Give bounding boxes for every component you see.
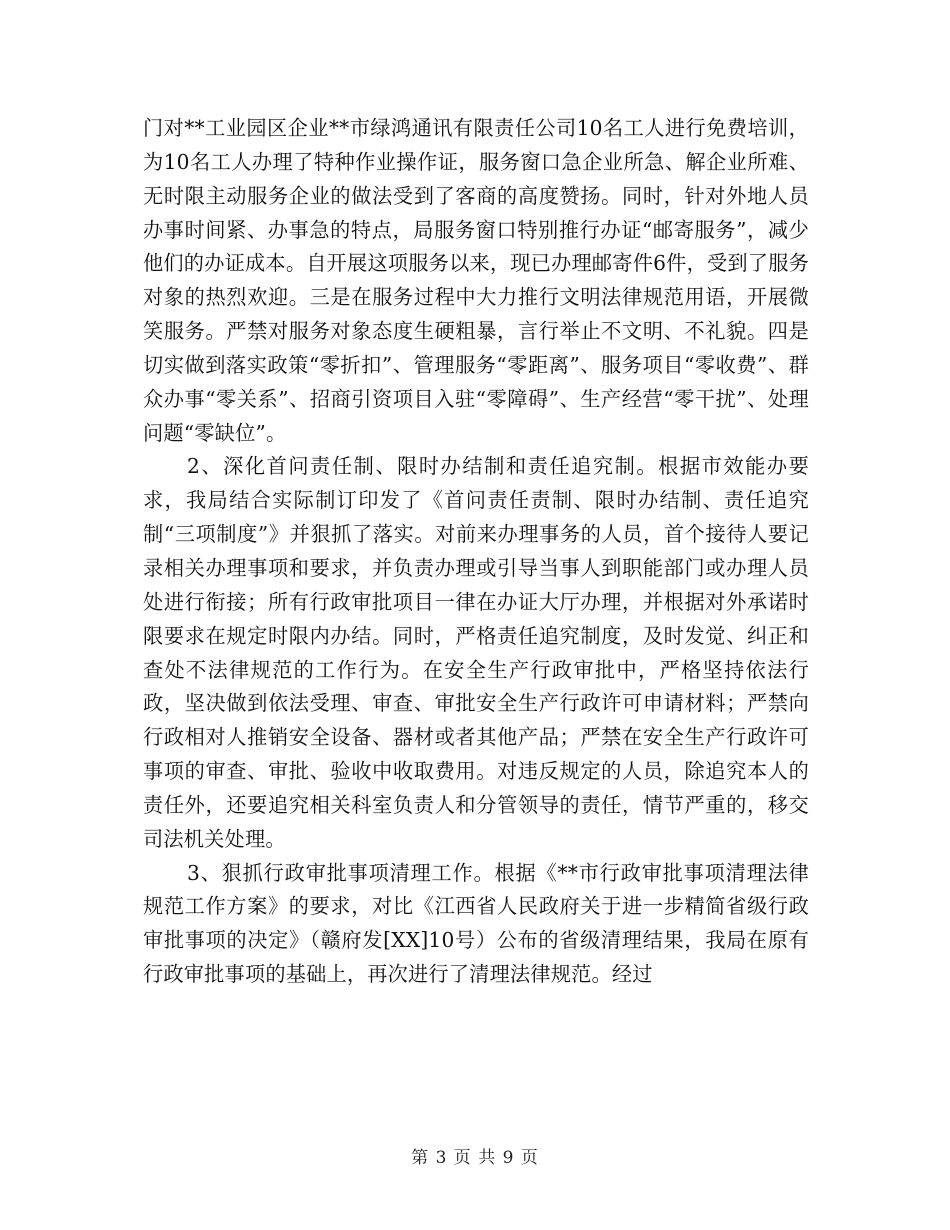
paragraph-continuation: 门对**工业园区企业**市绿鸿通讯有限责任公司10名工人进行免费培训，为10名工人办理了特种作业操作证，服务窗口急企业所急、解企业所难、无时限主动服务企业的做法受到了客商的高度赞扬。同时，针对外地人员办事时间紧、办事急的特点，局服务窗口特别推行办证“邮寄服务”，减少他们的办证成本。自开展这项服务以来，现已办理邮寄件6件，受到了服务对象的热烈欢迎。三是在服务过程中大力推行文明法律规范用语，开展微笑服务。严禁对服务对象态度生硬粗暴，言行举止不文明、不礼貌。四是切实做到落实政策“零折扣”、管理服务“零距离”、服务项目“零收费”、群众办事“零关系”、招商引资项目入驻“零障碍”、生产经营“零干扰”、处理问题“零缺位”。 bbox=[143, 116, 809, 445]
page-number-footer: 第 3 页 共 9 页 bbox=[411, 1148, 539, 1168]
paragraph-item-3: 3、狠抓行政审批事项清理工作。根据《**市行政审批事项清理法律规范工作方案》的要求，对比《江西省人民政府关于进一步精简省级行政审批事项的决定》（赣府发[XX]10号）公布的省级清理结果，我局在原有行政审批事项的基础上，再次进行了清理法律规范。经过 bbox=[143, 860, 809, 987]
paragraph-item-2: 2、深化首问责任制、限时办结制和责任追究制。根据市效能办要求，我局结合实际制订印发了《首问责任责制、限时办结制、责任追究制“三项制度”》并狠抓了落实。对前来办理事务的人员，首个接待人要记录相关办理事项和要求，并负责办理或引导当事人到职能部门或办理人员处进行衔接；所有行政审批项目一律在办证大厅办理，并根据对外承诺时限要求在规定时限内办结。同时，严格责任追究制度，及时发觉、纠正和查处不法律规范的工作行为。在安全生产行政审批中，严格坚持依法行政，坚决做到依法受理、审查、审批安全生产行政许可申请材料；严禁向行政相对人推销安全设备、器材或者其他产品；严禁在安全生产行政许可事项的审查、审批、验收中收取费用。对违反规定的人员，除追究本人的责任外，还要追究相关科室负责人和分管领导的责任，情节严重的，移交司法机关处理。 bbox=[143, 454, 809, 851]
document-body bbox=[143, 112, 809, 992]
